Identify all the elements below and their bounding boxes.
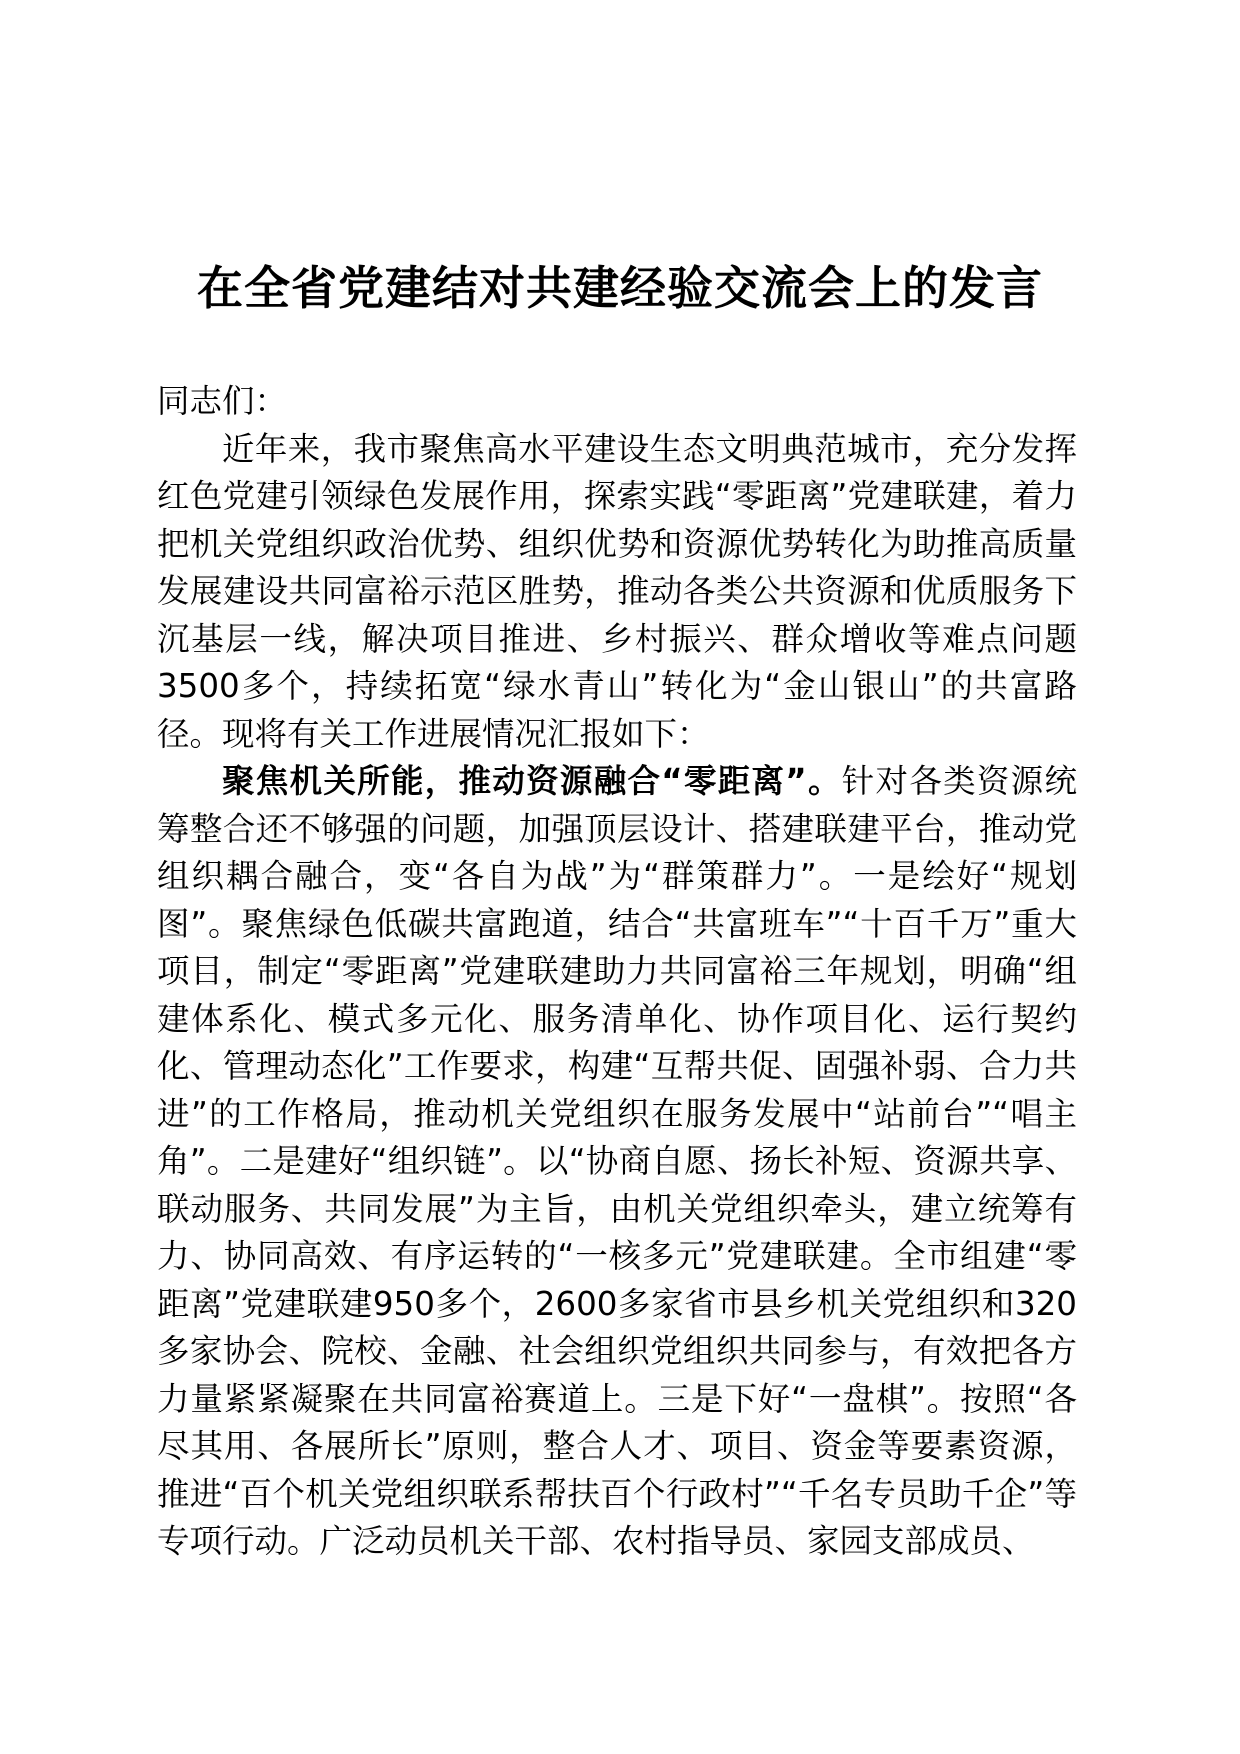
document-body	[157, 378, 1077, 1566]
paragraph-section-1	[157, 758, 1077, 1566]
salutation: 同志们：	[157, 382, 288, 420]
paragraph-intro: 近年来，我市聚焦高水平建设生态文明典范城市，充分发挥红色党建引领绿色发展作用，探索实践“零距离”党建联建，着力把机关党组织政治优势、组织优势和资源优势转化为助推高质量发展建设共同富裕示范区胜势，推动各类公共资源和优质服务下沉基层一线，解决项目推进、乡村振兴、群众增收等难点问题3500多个，持续拓宽“绿水青山”转化为“金山银山”的共富路径。现将有关工作进展情况汇报如下：	[157, 429, 1077, 753]
section-heading: 聚焦机关所能，推动资源融合“零距离”。	[222, 762, 842, 800]
section-body: 针对各类资源统筹整合还不够强的问题，加强顶层设计、搭建联建平台，推动党组织耦合融合，变“各自为战”为“群策群力”。一是绘好“规划图”。聚焦绿色低碳共富跑道，结合“共富班车”“十百千万”重大项目，制定“零距离”党建联建助力共同富裕三年规划，明确“组建体系化、模式多元化、服务清单化、协作项目化、运行契约化、管理动态化”工作要求，构建“互帮共促、固强补弱、合力共进”的工作格局，推动机关党组织在服务发展中“站前台”“唱主角”。二是建好“组织链”。以“协商自愿、扬长补短、资源共享、联动服务、共同发展”为主旨，由机关党组织牵头，建立统筹有力、协同高效、有序运转的“一核多元”党建联建。全市组建“零距离”党建联建950多个，2600多家省市县乡机关党组织和320多家协会、院校、金融、社会组织党组织共同参与，有效把各方力量紧紧凝聚在共同富裕赛道上。三是下好“一盘棋”。按照“各尽其用、各展所长”原则，整合人才、项目、资金等要素资源，推进“百个机关党组织联系帮扶百个行政村”“千名专员助千企”等专项行动。广泛动员机关干部、农村指导员、家园支部成员、	[157, 762, 1077, 1560]
document-title: 在全省党建结对共建经验交流会上的发言	[197, 261, 1043, 315]
